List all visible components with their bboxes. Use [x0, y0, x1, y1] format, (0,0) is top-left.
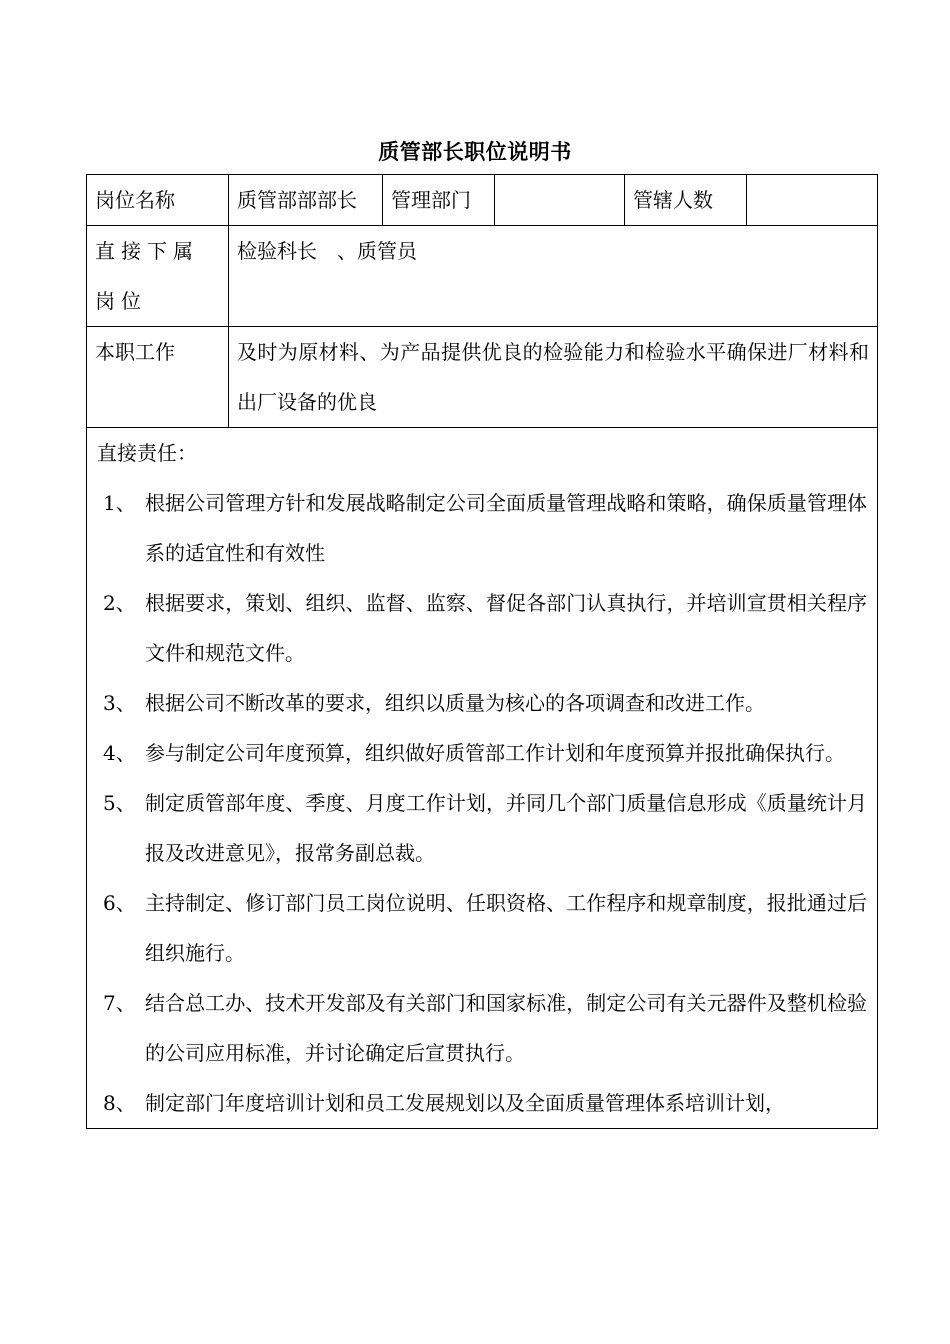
subordinates-label: 直接下属岗位	[87, 226, 229, 327]
main-work-label: 本职工作	[87, 327, 229, 428]
position-value: 质管部部部长	[229, 175, 383, 226]
duty-number: 1、	[103, 491, 136, 515]
position-label: 岗位名称	[87, 175, 229, 226]
duty-text: 根据要求，策划、组织、监督、监察、督促各部门认真执行，并培训宣贯相关程序文件和规范文件。	[145, 591, 867, 665]
subordinates-value: 检验科长 、质管员	[229, 226, 878, 327]
duty-text: 制定质管部年度、季度、月度工作计划，并同几个部门质量信息形成《质量统计月报及改进意见》，报常务副总裁。	[145, 791, 867, 865]
responsibilities-cell	[87, 428, 878, 1129]
responsibilities-heading: 直接责任：	[97, 441, 197, 465]
duty-number: 4、	[103, 741, 136, 765]
header-row	[87, 175, 878, 226]
duty-text: 主持制定、修订部门员工岗位说明、任职资格、工作程序和规章制度，报批通过后组织施行。	[145, 891, 867, 965]
staff-count-label: 管辖人数	[625, 175, 747, 226]
duty-text: 结合总工办、技术开发部及有关部门和国家标准，制定公司有关元器件及整机检验的公司应用标准，并讨论确定后宣贯执行。	[145, 991, 867, 1065]
subordinates-row	[87, 226, 878, 327]
duty-text: 参与制定公司年度预算，组织做好质管部工作计划和年度预算并报批确保执行。	[145, 741, 845, 765]
duty-number: 2、	[103, 591, 136, 615]
duty-number: 3、	[103, 691, 136, 715]
duty-item	[97, 478, 867, 578]
duty-item	[97, 728, 867, 778]
job-description-table	[86, 174, 878, 1129]
duty-item	[97, 878, 867, 978]
duty-number: 6、	[103, 891, 136, 915]
main-work-value: 及时为原材料、为产品提供优良的检验能力和检验水平确保进厂材料和出厂设备的优良	[229, 327, 878, 428]
duty-item	[97, 1078, 867, 1128]
duty-text: 根据公司不断改革的要求，组织以质量为核心的各项调查和改进工作。	[145, 691, 765, 715]
duty-text: 制定部门年度培训计划和员工发展规划以及全面质量管理体系培训计划，	[145, 1091, 785, 1115]
main-work-row	[87, 327, 878, 428]
staff-count-value	[747, 175, 878, 226]
duty-number: 8、	[103, 1091, 136, 1115]
duty-item	[97, 678, 867, 728]
duty-item	[97, 578, 867, 678]
duty-number: 5、	[103, 791, 136, 815]
responsibilities-row	[87, 428, 878, 1129]
duty-item	[97, 978, 867, 1078]
duty-text: 根据公司管理方针和发展战略制定公司全面质量管理战略和策略，确保质量管理体系的适宜性和有效性	[145, 491, 867, 565]
duty-item	[97, 778, 867, 878]
duty-number: 7、	[103, 991, 136, 1015]
document-title: 质管部长职位说明书	[378, 139, 572, 164]
dept-label: 管理部门	[383, 175, 495, 226]
dept-value	[495, 175, 625, 226]
